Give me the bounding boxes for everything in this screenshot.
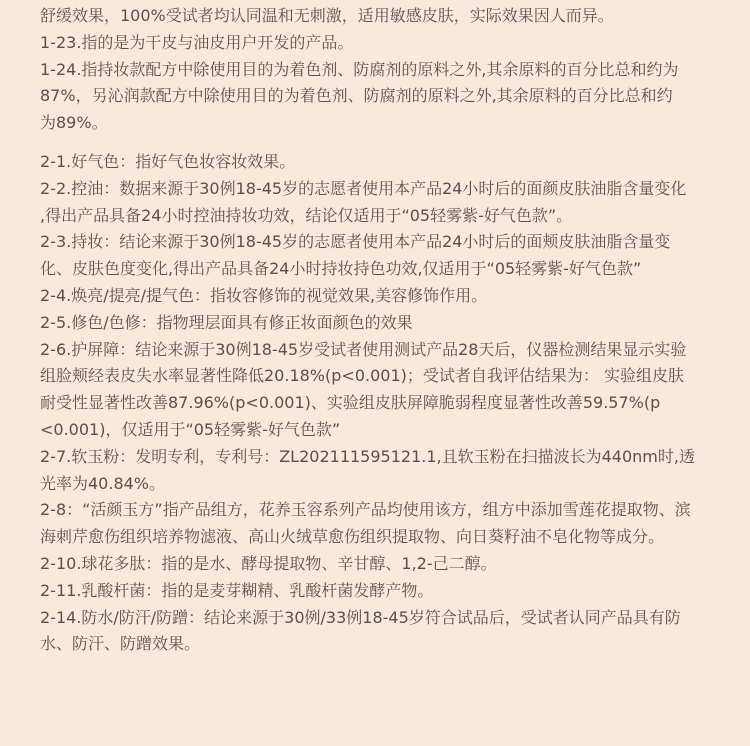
text-line: 光率为40.84%。 xyxy=(40,473,166,493)
text-line: 舒缓效果，100%受试者均认同温和无刺激，适用敏感皮肤，实际效果因人而异。 xyxy=(40,6,614,25)
text-line: 87%，另沁润款配方中除使用目的为着色剂、防腐剂的原料之外,其余原料的百分比总和约 xyxy=(40,86,673,106)
text-line: 为89%。 xyxy=(40,113,108,133)
text-line: 2-7.软玉粉：发明专利，专利号：ZL202111595121.1,且软玉粉在扫描波长为440nm时,透 xyxy=(40,446,695,466)
text-line: 2-5.修色/色修：指物理层面具有修正妆面颜色的效果 xyxy=(40,312,413,332)
text-line: 2-8：“活颜玉方”指产品组方，花养玉容系列产品均使用该方，组方中添加雪莲花提取物、滨 xyxy=(40,500,691,520)
text-line: 2-2.控油：数据来源于30例18-45岁的志愿者使用本产品24小时后的面颜皮肤油脂含量变化 xyxy=(40,178,687,198)
text-line: 2-14.防水/防汗/防蹭：结论来源于30例/33例18-45岁符合试品后，受试者认同产品具有防 xyxy=(40,607,681,627)
text-line: 2-6.护屏障：结论来源于30例18-45岁受试者使用测试产品28天后，仪器检测结果显示实验 xyxy=(40,339,687,359)
note-soothing-effect xyxy=(40,3,720,30)
note-2-3 xyxy=(40,229,720,283)
text-line: 1-24.指持妆款配方中除使用目的为着色剂、防腐剂的原料之外,其余原料的百分比总和约为 xyxy=(40,59,679,79)
note-2-11 xyxy=(40,578,720,605)
section-1-notes xyxy=(40,3,720,137)
note-2-2 xyxy=(40,176,720,230)
note-2-4 xyxy=(40,283,720,310)
text-line: 海刺芹愈伤组织培养物滤液、高山火绒草愈伤组织提取物、向日葵籽油不皂化物等成分。 xyxy=(40,527,665,547)
note-1-24 xyxy=(40,57,720,137)
text-line: 化、皮肤色度变化,得出产品具备24小时持妆持色功效,仅适用于“05轻雾紫-好气色款” xyxy=(40,259,642,279)
text-line: 1-23.指的是为干皮与油皮用户开发的产品。 xyxy=(40,32,354,52)
text-line: 组脸颊经表皮失水率显著性降低20.18%(p<0.001)；受试者自我评估结果为： 实验组皮肤 xyxy=(40,366,684,386)
note-2-14 xyxy=(40,605,720,659)
section-2-notes xyxy=(40,149,720,658)
note-2-10 xyxy=(40,551,720,578)
text-line: 2-1.好气色：指好气色妆容妆效果。 xyxy=(40,151,296,171)
text-line: ,得出产品具备24小时控油持妆功效，结论仅适用于“05轻雾紫-好气色款”。 xyxy=(40,205,573,225)
text-line: 2-10.球花多肽：指的是水、酵母提取物、辛甘醇、1,2-己二醇。 xyxy=(40,553,497,573)
note-2-7 xyxy=(40,444,720,498)
note-2-1 xyxy=(40,149,720,176)
section-gap xyxy=(40,137,720,149)
text-line: 耐受性显著性改善87.96%(p<0.001)、实验组皮肤屏障脆弱程度显著性改善59.57%(p xyxy=(40,393,661,413)
text-line: 2-3.持妆：结论来源于30例18-45岁的志愿者使用本产品24小时后的面颊皮肤油脂含量变 xyxy=(40,232,671,252)
text-line: 2-4.焕亮/提亮/提气色：指妆容修饰的视觉效果,美容修饰作用。 xyxy=(40,285,488,305)
note-1-23 xyxy=(40,30,720,57)
text-line: <0.001)，仅适用于“05轻雾紫-好气色款” xyxy=(40,419,341,439)
text-line: 水、防汗、防蹭效果。 xyxy=(40,634,201,654)
text-line: 2-11.乳酸杆菌：指的是麦芽糊精、乳酸杆菌发酵产物。 xyxy=(40,580,434,600)
note-2-6 xyxy=(40,337,720,444)
note-2-8 xyxy=(40,497,720,551)
note-2-5 xyxy=(40,310,720,337)
